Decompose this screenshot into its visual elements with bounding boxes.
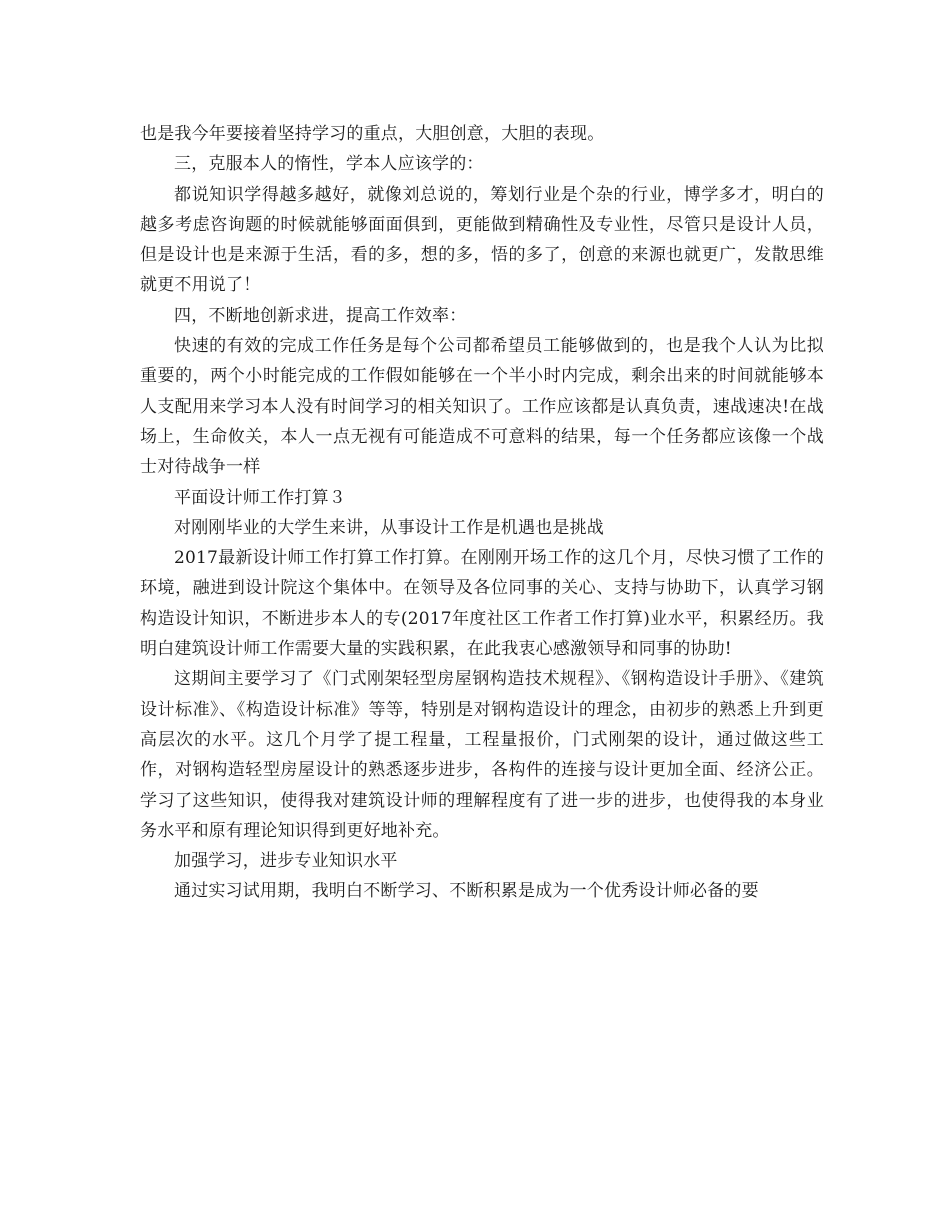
document-body: [140, 119, 824, 907]
paragraph: 通过实习试用期，我明白不断学习、不断积累是成为一个优秀设计师必备的要: [174, 881, 759, 902]
section-heading: 平面设计师工作打算３: [174, 487, 346, 508]
paragraph: 这期间主要学习了《门式刚架轻型房屋钢构造技术规程》、《钢构造设计手册》、《建筑设计标准》、《构造设计标准》等等，特别是对钢构造设计的理念，由初步的熟悉上升到更高层次的水平。这几个月学了提工程量，工程量报价，门式刚架的设计，通过做这些工作，对钢构造轻型房屋设计的熟悉逐步进步，各构件的连接与设计更加全面、经济公正。学习了这些知识，使得我对建筑设计师的理解程度有了进一步的进步，也使得我的本身业务水平和原有理论知识得到更好地补充。: [140, 669, 824, 841]
paragraph: 都说知识学得越多越好，就像刘总说的，筹划行业是个杂的行业，博学多才，明白的越多考虑咨询题的时候就能够面面俱到，更能做到精确性及专业性，尽管只是设计人员，但是设计也是来源于生活，看的多，想的多，悟的多了，创意的来源也就更广，发散思维就更不用说了！: [140, 184, 824, 296]
paragraph: 也是我今年要接着坚持学习的重点，大胆创意，大胆的表现。: [140, 124, 605, 144]
paragraph: 快速的有效的完成工作任务是每个公司都希望员工能够做到的，也是我个人认为比拟重要的，两个小时能完成的工作假如能够在一个半小时内完成，剩余出来的时间就能够本人支配用来学习本人没有时间学习的相关知识了。工作应该都是认真负责，速战速决!在战场上，生命攸关，本人一点无视有可能造成不可意料的结果，每一个任务都应该像一个战士对待战争一样: [140, 336, 824, 478]
paragraph: 四，不断地创新求进，提高工作效率：: [174, 305, 467, 326]
paragraph: 三，克服本人的惰性，学本人应该学的：: [174, 154, 484, 175]
paragraph: 对刚刚毕业的大学生来讲，从事设计工作是机遇也是挑战: [174, 517, 604, 538]
paragraph: 加强学习，进步专业知识水平: [174, 851, 398, 872]
paragraph: 2017最新设计师工作打算工作打算。在刚刚开场工作的这几个月，尽快习惯了工作的环境，融进到设计院这个集体中。在领导及各位同事的关心、支持与协助下，认真学习钢构造设计知识，不断进步本人的专(2017年度社区工作者工作打算)业水平，积累经历。我明白建筑设计师工作需要大量的实践积累，在此我衷心感激领导和同事的协助!: [140, 548, 824, 660]
